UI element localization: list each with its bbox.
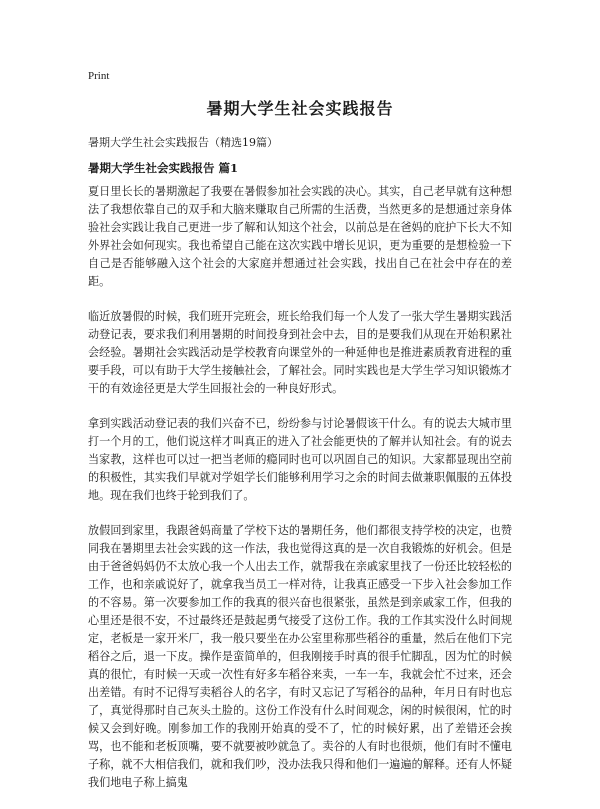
section-heading: 暑期大学生社会实践报告 篇1 xyxy=(88,161,239,175)
paragraph: 夏日里长长的暑期激起了我要在暑假参加社会实践的决心。其实，自己老早就有这种想法了我想依靠自己的双手和大脑来赚取自己所需的生活费，当然更多的是想通过亲身体验社会实践让我自己更进一步了解和认知这个社会，以前总是在爸妈的庇护下长大不知外界社会如何现实。我也希望自己能在这次实践中增长见识，更为重要的是想检验一下自己是否能够融入这个社会的大家庭并想通过社会实践，找出自己在社会中存在的差距。 xyxy=(88,185,512,288)
body-text xyxy=(88,183,512,809)
paragraph: 放假回到家里，我跟爸妈商量了学校下达的暑期任务，他们都很支持学校的决定，也赞同我在暑期里去社会实践的这一作法，我也觉得这真的是一次自我锻炼的好机会。但是由于爸爸妈妈仍不太放心我一个人出去工作，就帮我在亲戚家里找了一份还比较轻松的工作，也和亲戚说好了，就拿我当员工一样对待，让我真正感受一下步入社会参加工作的不容易。第一次要参加工作的我真的很兴奋也很紧张，虽然是到亲戚家工作，但我的心里还是很不安，不过最终还是鼓起勇气接受了这份工作。我的工作其实没什么时间规定，老板是一家开米厂，我一般只要坐在办公室里称那些稻谷的重量，然后在他们下完稻谷之后，退一下皮。操作是蛮简单的，但我刚接手时真的很手忙脚乱，因为忙的时候真的很忙，有时候一天或一次性有好多车稻谷来卖，一车一车，我就会忙不过来，还会出差错。有时不记得写卖稻谷人的名字，有时又忘记了写稻谷的品种，年月日有时也忘了，真觉得那时自己灰头土脸的。这份工作没有什么时间观念，闲的时候很闲，忙的时候又会到好晚。刚参加工作的我刚开始真的受不了，忙的时候好累，出了差错还会挨骂，也不能和老板顶嘴，要不就要被吵就急了。卖谷的人有时也很烦，他们有时不懂电子称，就不大相信我们，就和我们吵，没办法我只得和他们一遍遍的解释。还有人怀疑我们地电子称上搞鬼 xyxy=(88,524,512,789)
page-title: 暑期大学生社会实践报告 xyxy=(206,99,394,118)
document-subtitle: 暑期大学生社会实践报告（精选19篇） xyxy=(88,136,278,149)
paragraph: 临近放暑假的时候，我们班开完班会，班长给我们每一个人发了一张大学生暑期实践活动登记表，要求我们利用暑期的时间投身到社会中去，目的是要我们从现在开始积累社会经验。暑期社会实践活动是学校教育向课堂外的一种延伸也是推进素质教育进程的重要手段，可以有助于大学生接触社会，了解社会。同时实践也是大学生学习知识锻炼才干的有效途径更是大学生回报社会的一种良好形式。 xyxy=(88,310,512,395)
print-link[interactable]: Print xyxy=(88,70,110,82)
paragraph: 拿到实践活动登记表的我们兴奋不已，纷纷参与讨论暑假该干什么。有的说去大城市里打一个月的工，他们说这样才叫真正的进入了社会能更快的了解并认知社会。有的说去当家教，这样也可以过一把当老师的瘾同时也可以巩固自己的知识。大家都显现出空前的积极性，其实我们早就对学姐学长们能够利用学习之余的时间去做兼职佩服的五体投地。现在我们也终于轮到我们了。 xyxy=(88,417,512,502)
